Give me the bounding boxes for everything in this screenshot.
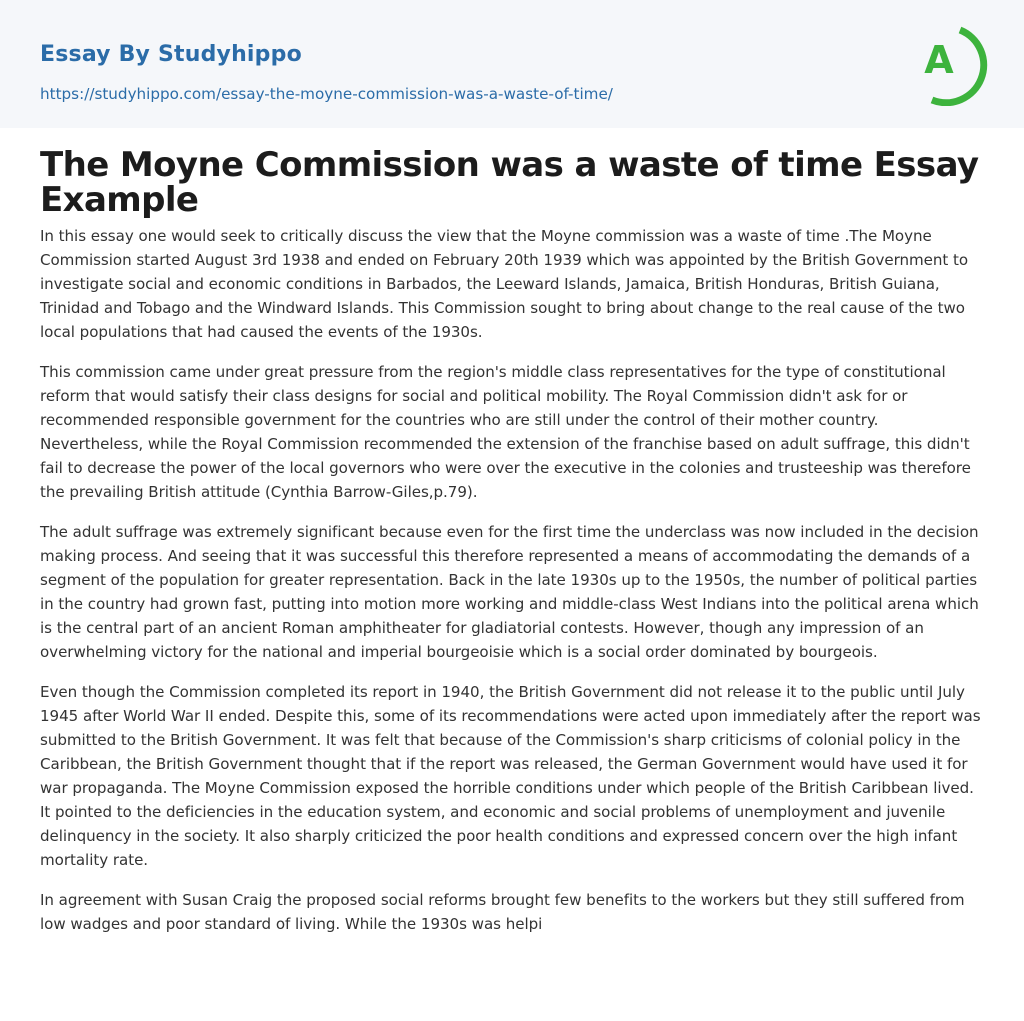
essay-url-link[interactable]: https://studyhippo.com/essay-the-moyne-commission-was-a-waste-of-time/ xyxy=(40,85,613,103)
paragraph: Even though the Commission completed its report in 1940, the British Government did not release it to the public until July 1945 after World War II ended. Despite this, some of its recommendations were acted upon immediately after the report was submitted to the British Government. It was felt that because of the Commission's sharp criticisms of colonial policy in the Caribbean, the British Government thought that if the report was released, the German Government would have used it for war propaganda. The Moyne Commission exposed the horrible conditions under which people of the British Caribbean lived. It pointed to the deficiencies in the education system, and economic and social problems of unemployment and juvenile delinquency in the society. It also sharply criticized the poor health conditions and expressed concern over the high infant mortality rate. xyxy=(40,683,981,869)
brand-title[interactable]: Essay By Studyhippo xyxy=(40,42,302,67)
paragraph: This commission came under great pressure from the region's middle class representatives for the type of constitutional reform that would satisfy their class designs for social and political mobility. The Royal Commission didn't ask for or recommended responsible government for the countries who are still under the control of their mother country. Nevertheless, while the Royal Commission recommended the extension of the franchise based on adult suffrage, this didn't fail to decrease the power of the local governors who were over the executive in the colonies and trusteeship was therefore the prevailing British attitude (Cynthia Barrow-Giles,p.79). xyxy=(40,363,971,501)
article-body xyxy=(40,224,984,936)
page-title: The Moyne Commission was a waste of time Essay Example xyxy=(40,145,979,220)
studyhippo-logo-icon[interactable] xyxy=(904,18,988,106)
site-header xyxy=(0,0,1024,128)
paragraph: The adult suffrage was extremely significant because even for the first time the underclass was now included in the decision making process. And seeing that it was successful this therefore represented a means of accommodating the demands of a segment of the population for greater representation. Back in the late 1930s up to the 1950s, the number of political parties in the country had grown fast, putting into motion more working and middle-class West Indians into the political arena which is the central part of an ancient Roman amphitheater for gladiatorial contests. However, though any impression of an overwhelming victory for the national and imperial bourgeoisie which is a social order dominated by bourgeois. xyxy=(40,523,979,661)
paragraph: In agreement with Susan Craig the proposed social reforms brought few benefits to the workers but they still suffered from low wadges and poor standard of living. While the 1930s was helpi xyxy=(40,891,965,933)
logo-letter: A xyxy=(924,38,954,82)
paragraph: In this essay one would seek to critically discuss the view that the Moyne commission was a waste of time .The Moyne Commission started August 3rd 1938 and ended on February 20th 1939 which was appointed by the British Government to investigate social and economic conditions in Barbados, the Leeward Islands, Jamaica, British Honduras, British Guiana, Trinidad and Tobago and the Windward Islands. This Commission sought to bring about change to the real cause of the two local populations that had caused the events of the 1930s. xyxy=(40,227,969,341)
